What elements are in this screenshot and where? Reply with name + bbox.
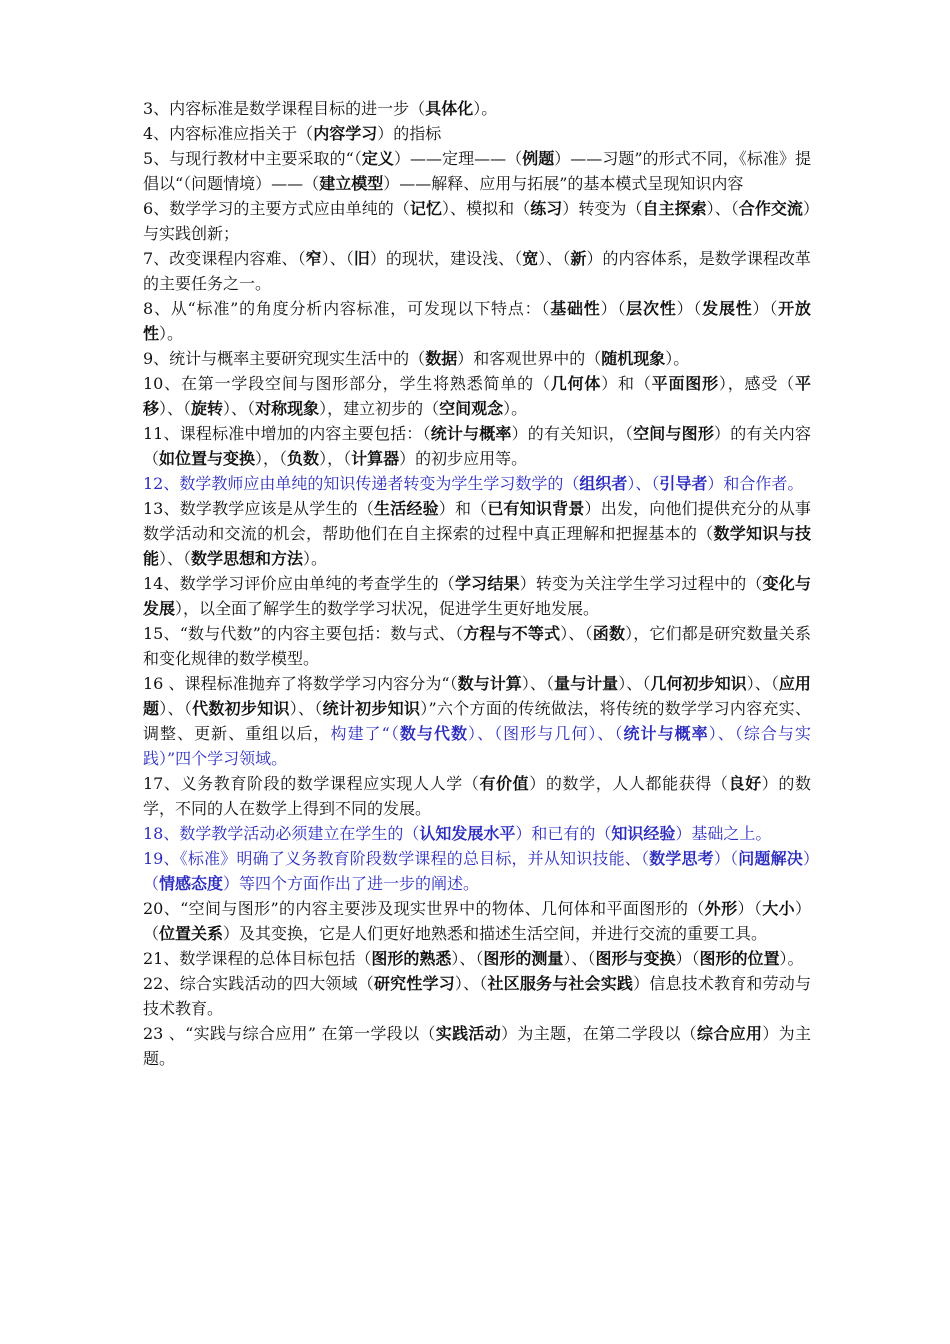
question-item: [143, 421, 811, 471]
answer-text: 窄: [305, 249, 322, 268]
question-text: 12、数学教师应由单纯的知识传递者转变为学生学习数学的（: [143, 474, 580, 493]
question-text: 3、内容标准是数学课程目标的进一步（: [143, 99, 426, 118]
question-text: ）、（: [159, 699, 193, 718]
question-text: ）。: [473, 99, 498, 118]
question-text: 22、综合实践活动的四大领域（: [143, 974, 374, 993]
question-text: ）、（: [223, 399, 256, 418]
question-text: ）、（图形与几何）、（: [468, 724, 624, 743]
question-text: ）、（: [563, 949, 596, 968]
question-text: ）、（: [159, 549, 192, 568]
answer-text: 负数: [287, 449, 320, 468]
question-text: 5、与现行教材中主要采取的“（: [143, 149, 362, 168]
question-text: ），（: [255, 449, 288, 468]
answer-text: 数与计算: [457, 674, 522, 693]
answer-text: 数学思考: [649, 849, 714, 868]
question-text: ）的数学，人人都能获得（: [529, 774, 729, 793]
question-text: ）（: [675, 949, 700, 968]
answer-text: 知识经验: [611, 824, 676, 843]
question-text: ）、（: [560, 624, 593, 643]
question-text: ）、（: [454, 974, 488, 993]
question-item: [143, 196, 811, 246]
answer-text: 函数: [592, 624, 626, 643]
question-text: 11、课程标准中增加的内容主要包括：（: [143, 424, 431, 443]
document-body: [143, 96, 811, 1071]
question-item: [143, 671, 811, 771]
question-text: ）、（: [451, 949, 484, 968]
question-text: ），以全面了解学生的数学学习状况，促进学生更好地发展。: [175, 599, 600, 618]
question-text: ）（: [713, 849, 739, 868]
answer-text: 研究性学习: [373, 974, 455, 993]
question-text: 4、内容标准应指关于（: [143, 124, 314, 143]
answer-text: 组织者: [579, 474, 628, 493]
answer-text: 计算器: [351, 449, 400, 468]
question-text: ）信息技术教育和劳动与技术教育。: [143, 974, 811, 1018]
question-text: ），它们都是研究数量关系和变化规律的数学模型。: [143, 624, 811, 668]
question-item: [143, 621, 811, 671]
question-text: 17、义务教育阶段的数学课程应实现人人学（: [143, 774, 480, 793]
question-text: ）（: [737, 899, 763, 918]
answer-text: 应用题: [143, 674, 811, 718]
question-text: 8、从“标准”的角度分析内容标准，可发现以下特点：（: [143, 299, 551, 318]
answer-text: 位置关系: [159, 924, 224, 943]
question-text: ）、（: [289, 699, 323, 718]
answer-text: 发展性: [702, 299, 753, 318]
answer-text: 建立模型: [319, 174, 384, 193]
question-text: ）——定理——（: [393, 149, 523, 168]
question-text: 15、“数与代数”的内容主要包括：数与式、（: [143, 624, 464, 643]
question-text: ）——解释、应用与拓展”的基本模式呈现知识内容: [383, 174, 744, 193]
answer-text: 外形: [704, 899, 738, 918]
answer-text: 定义: [361, 149, 394, 168]
question-text: ）、（: [538, 249, 571, 268]
answer-text: 方程与不等式: [463, 624, 561, 643]
question-text: ）、（: [521, 674, 555, 693]
question-text: ）转变为（: [562, 199, 643, 218]
question-text: ）（: [600, 299, 627, 318]
question-text: 19、《标准》明确了义务教育阶段数学课程的总目标，并从知识技能、（: [143, 849, 650, 868]
question-text: 16 、课程标准抛弃了将数学学习内容分为“（: [143, 674, 458, 693]
question-item: [143, 1021, 811, 1071]
answer-text: 空间与图形: [633, 424, 715, 443]
question-text: ）、模拟和（: [441, 199, 531, 218]
answer-text: 基础性: [550, 299, 601, 318]
question-text: 18、数学教学活动必须建立在学生的（: [143, 824, 420, 843]
answer-text: 良好: [728, 774, 762, 793]
answer-text: 如位置与变换: [159, 449, 256, 468]
answer-text: 开放性: [143, 299, 811, 343]
question-item: [143, 846, 811, 896]
question-item: [143, 146, 811, 196]
answer-text: 量与计量: [554, 674, 619, 693]
question-text: 23 、“实践与综合应用” 在第一学段以（: [143, 1024, 436, 1043]
question-text: ）的现状，建设浅、（: [369, 249, 523, 268]
question-text: ）（: [143, 899, 811, 943]
question-text: 20、“空间与图形”的内容主要涉及现实世界中的物体、几何体和平面图形的（: [143, 899, 705, 918]
question-item: [143, 896, 811, 946]
question-text: ）（: [143, 849, 811, 893]
answer-text: 变化与发展: [143, 574, 811, 618]
question-text: ）、（: [321, 249, 354, 268]
question-text: ）——习题”的形式不同，《标准》提倡以“（问题情境）——（: [143, 149, 811, 193]
question-item: [143, 121, 811, 146]
answer-text: 旋转: [191, 399, 224, 418]
question-text: ）。: [159, 324, 184, 343]
question-text: 6、数学学习的主要方式应由单纯的（: [143, 199, 410, 218]
question-text: ），建立初步的（: [319, 399, 440, 418]
question-item: [143, 946, 811, 971]
answer-text: 空间观念: [439, 399, 504, 418]
answer-text: 平移: [143, 374, 811, 418]
answer-text: 平面图形: [651, 374, 719, 393]
answer-text: 已有知识背景: [487, 499, 585, 518]
answer-text: 图形的测量: [483, 949, 564, 968]
answer-text: 新: [570, 249, 587, 268]
answer-text: 引导者: [659, 474, 708, 493]
question-text: 9、统计与概率主要研究现实生活中的（: [143, 349, 426, 368]
question-item: [143, 371, 811, 421]
question-text: 21、数学课程的总体目标包括（: [143, 949, 372, 968]
question-item: [143, 821, 811, 846]
answer-text: 内容学习: [313, 124, 378, 143]
question-text: ）。: [503, 399, 528, 418]
answer-text: 宽: [522, 249, 539, 268]
answer-text: 图形的熟悉: [371, 949, 452, 968]
question-item: [143, 246, 811, 296]
question-item: [143, 296, 811, 346]
answer-text: 图形的位置: [699, 949, 780, 968]
answer-text: 几何初步知识: [650, 674, 747, 693]
question-text: ）和（: [601, 374, 652, 393]
question-text: ）的数学，不同的人在数学上得到不同的发展。: [143, 774, 811, 818]
question-text: ）（: [676, 299, 703, 318]
question-text: ）。: [665, 349, 690, 368]
answer-text: 数学思想和方法: [191, 549, 304, 568]
question-text: ）及其变换，它是人们更好地熟悉和描述生活空间，并进行交流的重要工具。: [223, 924, 768, 943]
answer-text: 认知发展水平: [419, 824, 516, 843]
answer-text: 合作交流: [738, 199, 803, 218]
answer-text: 问题解决: [738, 849, 803, 868]
answer-text: 图形与变换: [595, 949, 676, 968]
question-text: ），（: [319, 449, 352, 468]
answer-text: 综合应用: [697, 1024, 763, 1043]
answer-text: 有价值: [479, 774, 530, 793]
question-item: [143, 971, 811, 1021]
question-text: ）。: [779, 949, 804, 968]
question-text: ）”六个方面的传统做法，将传统的数学学习内容充实、调整、更新、重组以后，: [143, 699, 811, 743]
answer-text: 例题: [522, 149, 555, 168]
question-item: [143, 496, 811, 571]
answer-text: 自主探索: [642, 199, 707, 218]
question-text: ）转变为关注学生学习过程中的（: [519, 574, 763, 593]
answer-text: 统计与概率: [430, 424, 512, 443]
question-text: ）的有关知识，（: [511, 424, 634, 443]
question-text: ）为主题。: [143, 1024, 811, 1068]
question-text: ）、（: [159, 399, 192, 418]
question-text: ）和客观世界中的（: [457, 349, 602, 368]
answer-text: 统计初步知识: [322, 699, 421, 718]
answer-text: 记忆: [409, 199, 442, 218]
question-text: ）和合作者。: [707, 474, 804, 493]
answer-text: 学习结果: [454, 574, 520, 593]
answer-text: 社区服务与社会实践: [487, 974, 634, 993]
question-item: [143, 571, 811, 621]
answer-text: 统计与概率: [623, 724, 709, 743]
question-item: [143, 96, 811, 121]
question-text: 10、在第一学段空间与图形部分，学生将熟悉简单的（: [143, 374, 551, 393]
answer-text: 层次性: [626, 299, 677, 318]
question-text: 14、数学学习评价应由单纯的考查学生的（: [143, 574, 455, 593]
answer-text: 数据: [425, 349, 458, 368]
answer-text: 对称现象: [255, 399, 320, 418]
question-text: ）的指标: [377, 124, 442, 143]
question-text: 7、改变课程内容难、（: [143, 249, 306, 268]
answer-text: 旧: [353, 249, 370, 268]
question-text: ）和（: [438, 499, 488, 518]
answer-text: 数学知识与技能: [143, 524, 811, 568]
answer-text: 大小: [762, 899, 795, 918]
question-text: ）、（: [746, 674, 779, 693]
answer-text: 随机现象: [601, 349, 666, 368]
question-text: ）（: [752, 299, 779, 318]
question-text: ）出发，向他们提供充分的从事数学活动和交流的机会，帮助他们在自主探索的过程中真正理解和把握基本的（: [143, 499, 811, 543]
question-text: ）等四个方面作出了进一步的阐述。: [223, 874, 480, 893]
question-text: ）、（: [618, 674, 651, 693]
answer-text: 代数初步知识: [192, 699, 290, 718]
question-text: ）。: [303, 549, 328, 568]
question-text: ）为主题，在第二学段以（: [501, 1024, 697, 1043]
question-text: ）基础之上。: [675, 824, 772, 843]
question-text: ）、（综合与实践）”四个学习领域。: [143, 724, 811, 768]
question-text: ）的初步应用等。: [399, 449, 528, 468]
answer-text: 练习: [530, 199, 563, 218]
question-text: 13、数学教学应该是从学生的（: [143, 499, 375, 518]
question-text: 构建了“（: [330, 724, 400, 743]
answer-text: 情感态度: [159, 874, 224, 893]
answer-text: 具体化: [425, 99, 474, 118]
question-item: [143, 771, 811, 821]
question-text: ）的内容体系，是数学课程改革的主要任务之一。: [143, 249, 811, 293]
answer-text: 生活经验: [374, 499, 439, 518]
answer-text: 实践活动: [435, 1024, 502, 1043]
question-text: ）、（: [706, 199, 739, 218]
question-text: ）与实践创新；: [143, 199, 811, 243]
question-text: ）的有关内容（: [143, 424, 811, 468]
question-text: ）、（: [627, 474, 660, 493]
question-item: [143, 471, 811, 496]
question-text: ），感受（: [718, 374, 795, 393]
question-text: ）和已有的（: [515, 824, 612, 843]
question-item: [143, 346, 811, 371]
answer-text: 数与代数: [399, 724, 469, 743]
answer-text: 几何体: [550, 374, 602, 393]
